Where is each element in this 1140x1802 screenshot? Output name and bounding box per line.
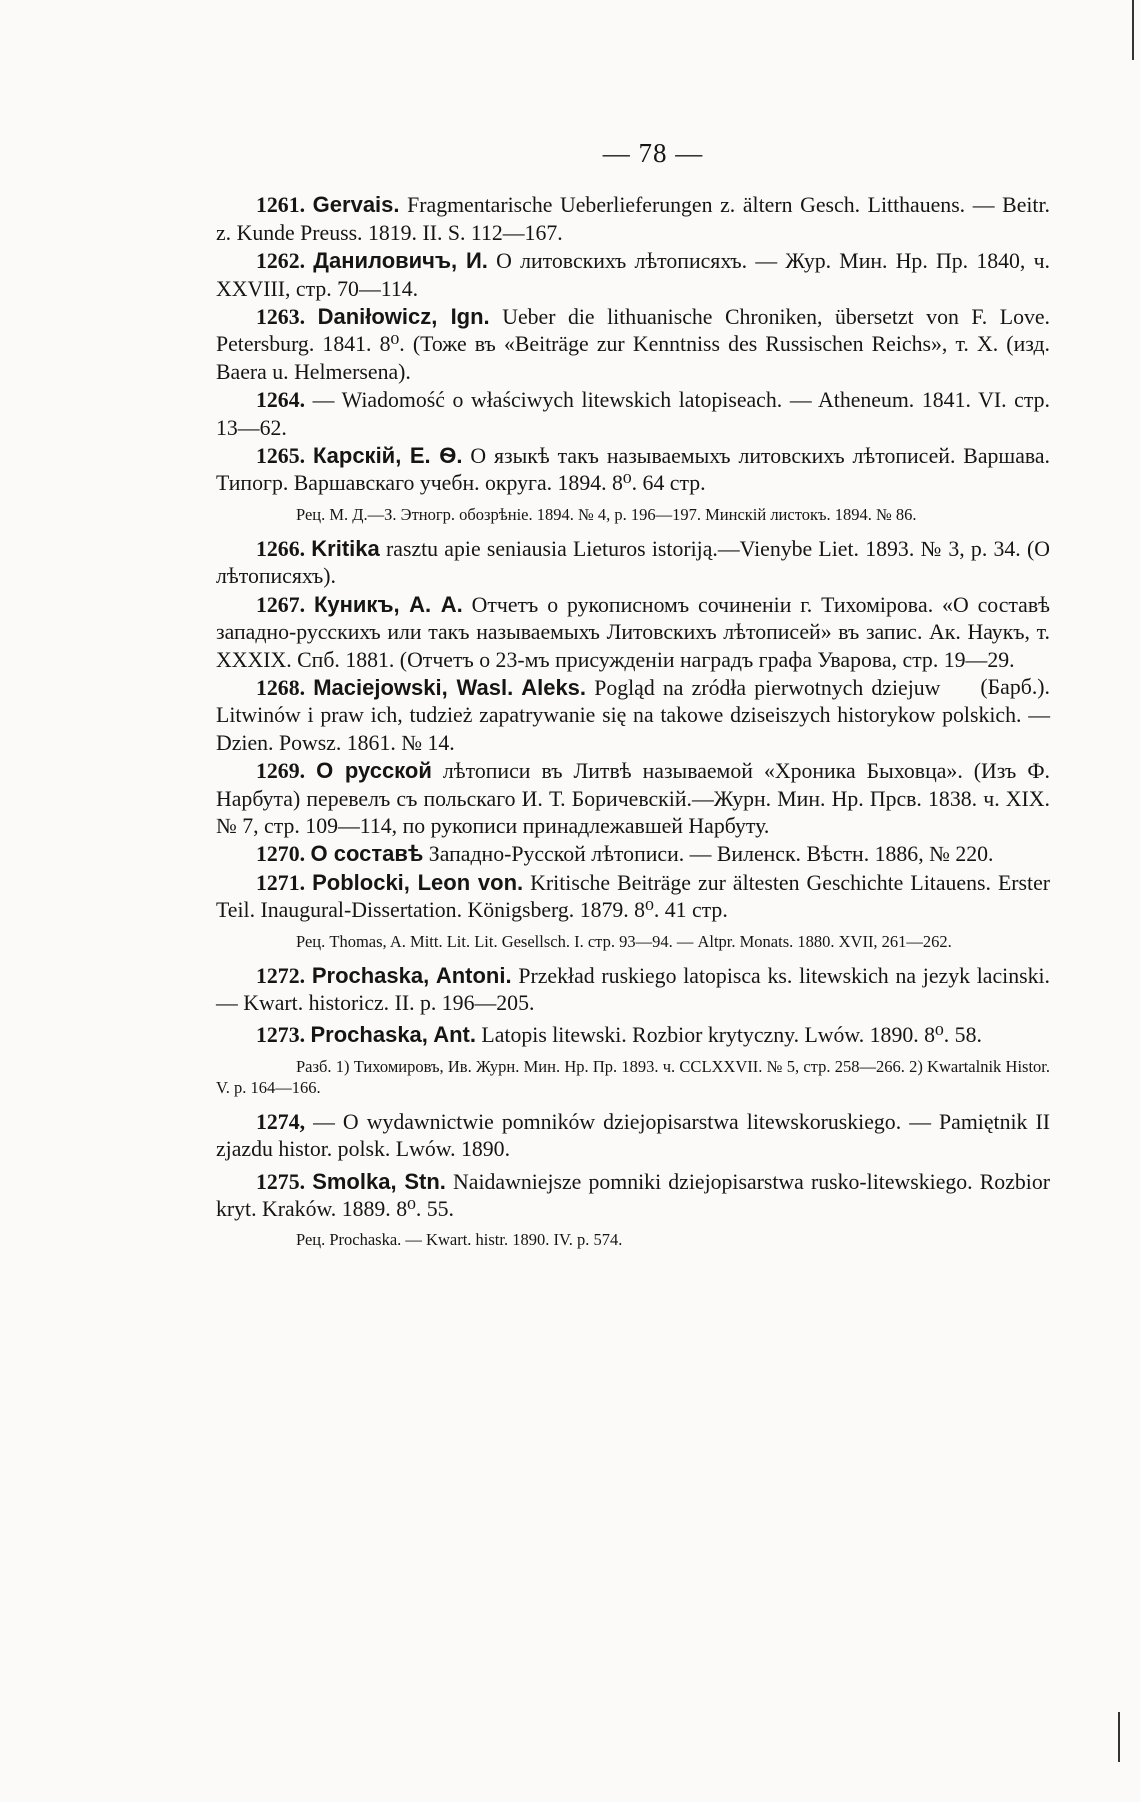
entry-1263: 1263. Daniłowicz, Ign. Ueber die lithuanische Chroniken, übersetzt von F. Love. Petersburg. 1841. 8⁰. (Тоже въ «Beiträge zur Kenntniss des Russischen Reichs», т. X. (изд. Baera u. Helmersena). (216, 304, 1050, 384)
scan-edge-mark-bottom (1118, 1712, 1120, 1762)
barb-abbrev: (Барб.). (980, 674, 1050, 699)
entry-1267: 1267. Куникъ, А. А. Отчетъ о рукописномъ сочиненіи г. Тихоміровa. «О составѣ западно-русскихъ или такъ называемыхъ Литовскихъ лѣтописей» въ запис. Ак. Наукъ, т. XXXIX. Спб. 1881. (Отчетъ о 23-мъ присужденіи наградъ графа Уварова, стр. 19—29. (Барб.). (216, 591, 1050, 674)
document-page (216, 140, 1050, 1260)
review-1271: Рец. Thomas, A. Mitt. Lit. Lit. Gesellsch. I. стр. 93—94. — Altpr. Monats. 1880. XVII, 261—262. (296, 931, 952, 951)
entry-1268: 1268. Maciejowski, Wasl. Aleks. Pogląd na zródła pierwotnych dziejuw Litwinów i praw ich, tudzież zapatrywanie się na takowe dziseiszych historykow polskich. — Dzien. Powsz. 1861. № 14. (216, 674, 1050, 755)
entry-1264: 1264. — Wiadomość o właściwych litewskich latopiseach. — Atheneum. 1841. VI. стр. 13—62. (216, 388, 1050, 440)
entry-1269: 1269. О русской лѣтописи въ Литвѣ называемой «Хроника Быховца». (Изъ Ф. Нарбута) перевелъ съ польскаго И. Т. Боричевскій.—Журн. Мин. Нр. Прсв. 1838. ч. XIX. № 7, стр. 109—114, по рукописи принадлежавшей Нарбуту. (216, 758, 1050, 838)
entry-1262: 1262. Даниловичъ, И. О литовскихъ лѣтописяхъ. — Жур. Мин. Нр. Пр. 1840, ч. XXVIII, стр. 70—114. (216, 248, 1051, 301)
entry-1271: 1271. Poblocki, Leon von. Kritische Beiträge zur ältesten Geschichte Litauens. Erster Teil. Inaugural-Dissertation. Königsberg. 1879. 8⁰. 41 стр. (216, 869, 1051, 923)
entry-1275: 1275. Smolka, Stn. Naidawniejsze pomniki dziejopisarstwa rusko-litewskiego. Rozbior kryt. Kraków. 1889. 8⁰. 55. (216, 1168, 1050, 1221)
entry-1273: 1273. Prochaska, Ant. Latopis litewski. Rozbior krytyczny. Lwów. 1890. 8⁰. 58. (256, 1022, 982, 1048)
entry-1270: 1270. О составѣ Западно-Русской лѣтописи. — Виленск. Вѣстн. 1886, № 220. (256, 841, 994, 867)
review-1273: Разб. 1) Тихомировъ, Ив. Журн. Мин. Нр. Пр. 1893. ч. CCLXXVII. № 5, стр. 258—266. 2) Kwartalnik Histor. V. p. 164—166. (216, 1056, 1050, 1097)
scan-edge-mark-top (1132, 0, 1134, 60)
entry-1272: 1272. Prochaska, Antoni. Przekład ruskiego latopisca ks. litewskich na jezyk lacinski. — Kwart. historicz. II. p. 196—205. (216, 962, 1051, 1015)
entry-1265: 1265. Карскій, Е. Ѳ. О языкѣ такъ называемыхъ литовскихъ лѣтописей. Варшава. Типогр. Варшавскаго учебн. округа. 1894. 8⁰. 64 стр. (216, 443, 1050, 496)
review-1275: Рец. Prochaska. — Kwart. histr. 1890. IV. p. 574. (296, 1230, 623, 1250)
page-number: — 78 — (602, 138, 704, 168)
entry-1266: 1266. Kritika rasztu apie seniausia Lieturos istoriją.—Vienybe Liet. 1893. № 3, p. 34. (О лѣтописяхъ). (216, 535, 1051, 589)
review-1265: Рец. М. Д.—З. Этногр. обозрѣніе. 1894. № 4, р. 196—197. Минскій листокъ. 1894. № 86. (296, 504, 917, 524)
entry-1261: 1261. Gervais. Fragmentarische Ueberlieferungen z. ältern Gesch. Litthauens. — Beitr. z. Kunde Preuss. 1819. II. S. 112—167. (216, 192, 1050, 245)
entry-1274: 1274, — O wydawnictwie pomników dziejopisarstwa litewskoruskiego. — Pamiętnik II zjazdu histor. polsk. Lwów. 1890. (216, 1109, 1050, 1162)
